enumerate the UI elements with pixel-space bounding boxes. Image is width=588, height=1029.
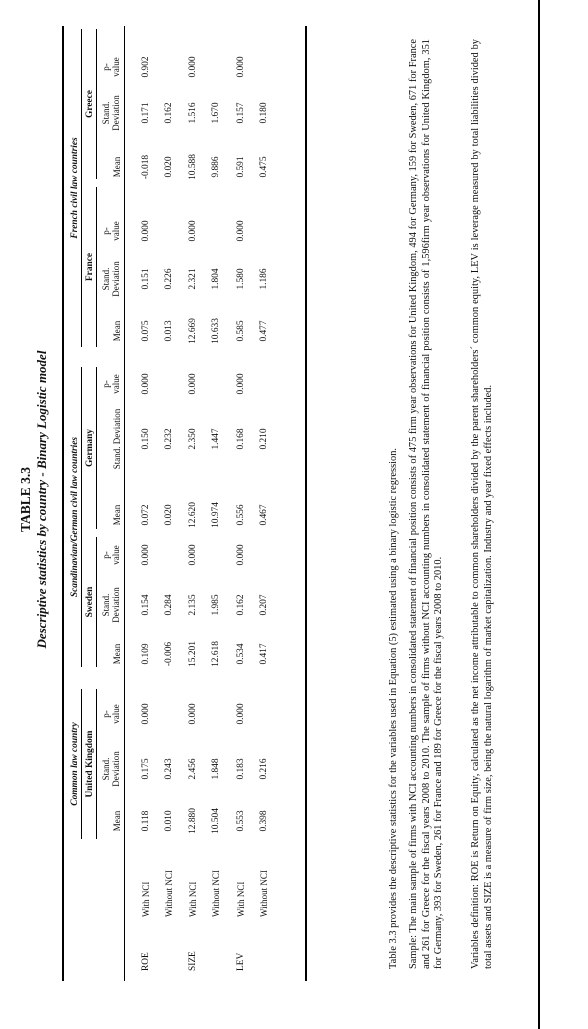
deviation-label: Deviation — [111, 587, 121, 623]
col-mean-header: Mean — [112, 504, 122, 526]
table-cell: 0.000 — [188, 544, 198, 566]
table-cell: 0.284 — [164, 594, 174, 616]
header-rule — [124, 26, 125, 981]
table-cell: 0.020 — [164, 156, 174, 178]
col-p-value-header — [101, 366, 121, 402]
table-cell: 0.010 — [164, 810, 174, 832]
row-variable: ROE — [141, 952, 151, 971]
bottom-rule — [305, 26, 307, 981]
table-cell: 0.591 — [236, 156, 246, 178]
table-cell: 0.000 — [141, 220, 151, 242]
deviation-label: Deviation — [111, 261, 121, 297]
table-cell: 0.534 — [236, 643, 246, 665]
table-cell: 0.000 — [236, 220, 246, 242]
table-cell: 1.804 — [211, 268, 221, 290]
p-label: p- — [101, 380, 111, 388]
table-cell: 0.154 — [141, 594, 151, 616]
table-cell: 0.000 — [141, 373, 151, 395]
table-cell: 0.109 — [141, 643, 151, 665]
table-cell: 0.013 — [164, 320, 174, 342]
table-cell: 0.210 — [259, 428, 269, 450]
value-label: value — [111, 704, 121, 724]
table-cell: 0.000 — [188, 373, 198, 395]
table-cell: 0.000 — [188, 220, 198, 242]
table-cell: 0.243 — [164, 758, 174, 780]
row-subgroup: Without NCI — [259, 870, 269, 917]
col-mean-header: Mean — [112, 320, 122, 342]
row-variable: LEV — [236, 952, 246, 971]
group-french-civil-law: French civil law countries — [70, 29, 82, 347]
table-cell: 1.580 — [236, 268, 246, 290]
table-number: TABLE 3.3 — [18, 467, 33, 533]
table-cell: 0.000 — [236, 703, 246, 725]
table-cell: 0.162 — [236, 594, 246, 616]
row-subgroup: Without NCI — [211, 870, 221, 917]
table-cell: 2.350 — [188, 428, 198, 450]
note-variables-definition: Variables definition: ROE is Return on Equity, calculated as the net income attributable to common shareholders divided by the parent shareholders´ common equity, LEV is leverage measured by total liabilities divided by total assets and SIZE is a measure of firm size, being the natural logarithm of market capitalization. Industry and year fixed effects included. — [470, 39, 494, 969]
table-cell: 0.000 — [141, 544, 151, 566]
col-stand-deviation-header — [101, 88, 121, 138]
page-bottom-bar — [538, 0, 540, 1029]
table-cell: 0.175 — [141, 758, 151, 780]
table-cell: 12.880 — [188, 808, 198, 834]
table-cell: 12.620 — [188, 502, 198, 528]
table-cell: 0.183 — [236, 758, 246, 780]
p-label: p- — [101, 551, 111, 559]
table-cell: 0.171 — [141, 102, 151, 124]
table-cell: 0.162 — [164, 102, 174, 124]
table-cell: 1.186 — [259, 268, 269, 290]
table-cell: 0.000 — [236, 373, 246, 395]
table-cell: 1.670 — [211, 102, 221, 124]
table-cell: 12.618 — [211, 641, 221, 667]
col-mean-header: Mean — [112, 156, 122, 178]
table-cell: 0.180 — [259, 102, 269, 124]
value-label: value — [111, 221, 121, 241]
table-cell: 0.556 — [236, 504, 246, 526]
table-cell: 0.157 — [236, 102, 246, 124]
table-cell: 0.000 — [236, 56, 246, 78]
table-cell: 0.000 — [236, 544, 246, 566]
table-cell: -0.006 — [164, 641, 174, 667]
table-cell: 1.447 — [211, 428, 221, 450]
table-cell: 0.150 — [141, 428, 151, 450]
country-sweden: Sweden — [85, 537, 97, 667]
table-cell: 0.398 — [259, 810, 269, 832]
table-cell: 0.151 — [141, 268, 151, 290]
note-description: Table 3.3 provides the descriptive statistics for the variables used in Equation (5) estimated using a binary logistic regression. — [388, 448, 399, 969]
row-variable: SIZE — [188, 951, 198, 971]
table-cell: 0.553 — [236, 810, 246, 832]
table-cell: 1.985 — [211, 594, 221, 616]
table-cell: 10.588 — [188, 154, 198, 180]
col-stand-deviation-header — [101, 744, 121, 794]
value-label: value — [111, 57, 121, 77]
p-label: p- — [101, 227, 111, 235]
country-france: France — [85, 187, 97, 347]
group-scandinavian-german: Scandinavian/German civil law countries — [70, 367, 82, 667]
table-cell: 0.226 — [164, 268, 174, 290]
country-uk: United Kingdom — [85, 689, 97, 839]
row-subgroup: Without NCI — [164, 870, 174, 917]
stand-label: Stand. — [101, 757, 111, 781]
table-cell: 10.504 — [211, 808, 221, 834]
table-cell: 10.633 — [211, 318, 221, 344]
table-cell: 12.669 — [188, 318, 198, 344]
country-germany: Germany — [85, 367, 97, 529]
table-cell: 0.902 — [141, 56, 151, 78]
table-cell: 2.456 — [188, 758, 198, 780]
country-greece: Greece — [85, 29, 97, 179]
row-subgroup: With NCI — [236, 881, 246, 917]
table-cell: 0.020 — [164, 504, 174, 526]
table-cell: 0.475 — [259, 156, 269, 178]
group-common-law: Common law country — [70, 689, 82, 839]
table-cell: 0.216 — [259, 758, 269, 780]
table-cell: 0.000 — [188, 703, 198, 725]
table-cell: 0.000 — [188, 56, 198, 78]
col-stand-deviation-header — [101, 580, 121, 630]
col-p-value-header — [101, 213, 121, 249]
col-mean-header: Mean — [112, 810, 122, 832]
col-mean-header: Mean — [112, 643, 122, 665]
top-rule — [62, 26, 64, 981]
table-cell: 0.232 — [164, 428, 174, 450]
table-cell: 15.201 — [188, 641, 198, 667]
row-subgroup: With NCI — [141, 881, 151, 917]
col-stand-deviation-header: Stand. Deviation — [112, 408, 122, 470]
table-cell: 0.072 — [141, 504, 151, 526]
stand-label: Stand. — [101, 101, 111, 125]
table-cell: 2.135 — [188, 594, 198, 616]
table-cell: 0.417 — [259, 643, 269, 665]
p-label: p- — [101, 63, 111, 71]
stand-label: Stand. — [101, 593, 111, 617]
note-sample: Sample: The main sample of firms with NCI accounting numbers in consolidated statement of financial position consists of 475 firm year observations for United Kingdom, 494 for Germany, 159 for Sweden, 671 for France and 261 for Greece for the fiscal years 2008 to 2010. The sample of firms without NCI accounting numbers in consolidated statement of financial position consists of 1,596firm year observations for United Kingdom, 351 for Germany, 393 for Sweden, 261 for France and 189 for Greece for the fiscal years 2008 to 2010. — [408, 39, 445, 969]
stand-label: Stand. — [101, 267, 111, 291]
table-cell: 0.477 — [259, 320, 269, 342]
table-cell: 10.974 — [211, 502, 221, 528]
table-cell: 1.516 — [188, 102, 198, 124]
table-cell: 0.000 — [141, 703, 151, 725]
table-cell: 0.467 — [259, 504, 269, 526]
value-label: value — [111, 545, 121, 565]
value-label: value — [111, 374, 121, 394]
col-p-value-header — [101, 696, 121, 732]
col-p-value-header — [101, 49, 121, 85]
table-cell: 0.118 — [141, 810, 151, 832]
p-label: p- — [101, 710, 111, 718]
col-p-value-header — [101, 537, 121, 573]
table-cell: -0.018 — [141, 154, 151, 180]
table-cell: 0.075 — [141, 320, 151, 342]
table-cell: 0.168 — [236, 428, 246, 450]
col-stand-deviation-header — [101, 254, 121, 304]
table-cell: 9.886 — [211, 156, 221, 178]
table-cell: 2.321 — [188, 268, 198, 290]
row-subgroup: With NCI — [188, 881, 198, 917]
table-cell: 0.207 — [259, 594, 269, 616]
table-title: Descriptive statistics by country - Binary Logistic model — [34, 350, 49, 649]
table-cell: 1.848 — [211, 758, 221, 780]
deviation-label: Deviation — [111, 95, 121, 131]
deviation-label: Deviation — [111, 751, 121, 787]
table-cell: 0.585 — [236, 320, 246, 342]
